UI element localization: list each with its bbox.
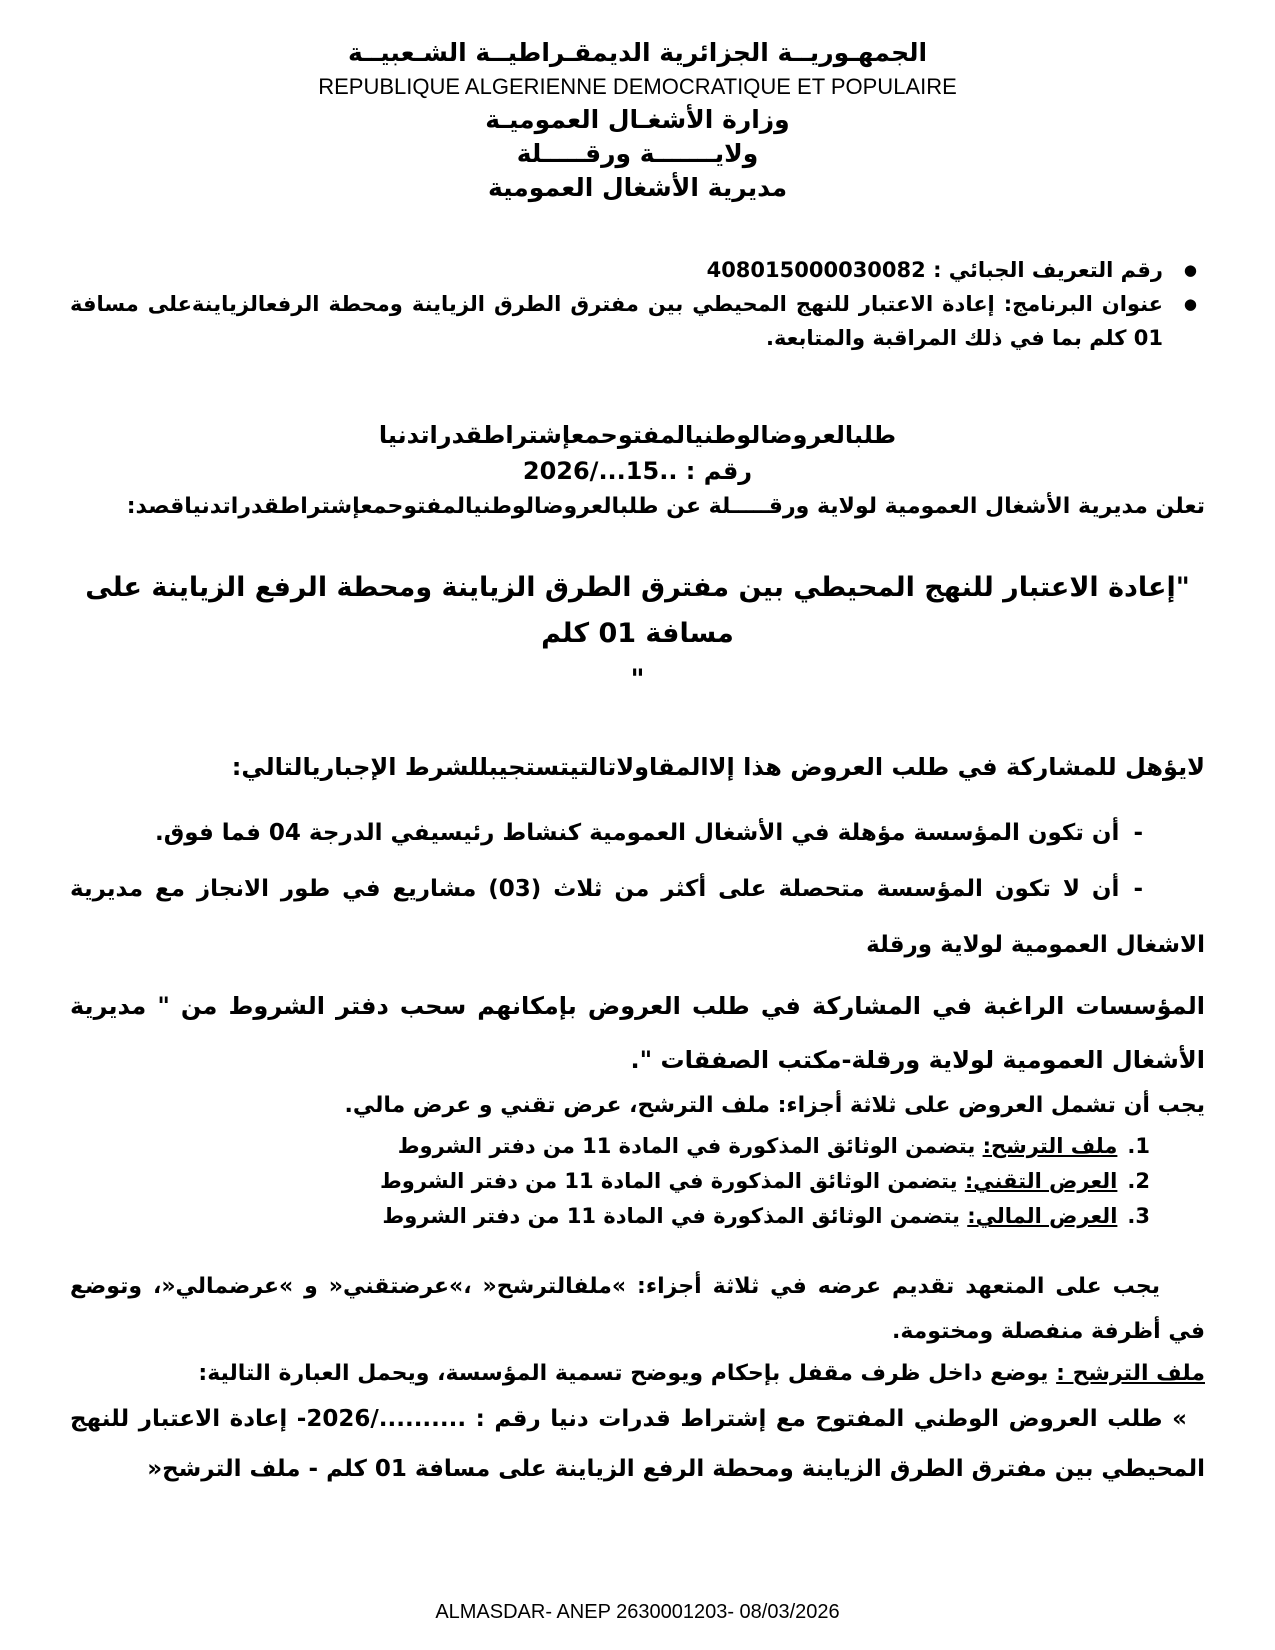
tender-intro [70, 417, 1205, 525]
envelope-quote: » طلب العروض الوطني المفتوح مع إشتراط قدرات دنيا رقم : ........../2026- إعادة الاعتبار للنهج المحيطي بين مفترق الطرق الزياينة ومحطة الرفع الزياينة على مسافة 01 كلم - ملف الترشح« [70, 1406, 1205, 1482]
bullet-icon: ● [1183, 295, 1197, 313]
part-number: 3. [1127, 1204, 1150, 1228]
condition-text: أن لا تكون المؤسسة متحصلة على أكثر من ثلاث (03) مشاريع في طور الانجاز مع مديرية الاشغال العمومية لولاية ورقلة [70, 876, 1205, 958]
condition-item [70, 861, 1205, 973]
tender-number: رقم : ..15.../2026 [522, 457, 753, 485]
part-number: 2. [1127, 1169, 1150, 1193]
eligibility-intro: لايؤهل للمشاركة في طلب العروض هذا إلاالمقاولاتالتيتستجيبللشرط الإجباريالتالي: [231, 753, 1205, 781]
folder-instruction [70, 1354, 1205, 1394]
anep-footer: ALMASDAR- ANEP 2630001203- 08/03/2026 [435, 1601, 840, 1623]
project-quote-line2: " [630, 664, 645, 695]
eligibility-conditions [70, 805, 1205, 973]
part-lead: العرض المالي: [967, 1204, 1118, 1228]
fiscal-id-line: رقم التعريف الجبائي : 408015000030082 [706, 258, 1163, 282]
folder-lead: ملف الترشح : [1056, 1361, 1205, 1386]
withdrawal-paragraph: المؤسسات الراغبة في المشاركة في طلب العروض بإمكانهم سحب دفتر الشروط من " مديرية الأشغال العمومية لولاية ورقلة-مكتب الصفقات ". [70, 992, 1205, 1074]
header-country-ar: الجمهـوريــة الجزائرية الديمقـراطيــة الشـعبيــة [347, 38, 928, 67]
part-number: 1. [1127, 1134, 1150, 1158]
header-country-fr: REPUBLIQUE ALGERIENNE DEMOCRATIQUE ET POPULAIRE [318, 74, 957, 99]
part-rest: يتضمن الوثائق المذكورة في المادة 11 من دفتر الشروط [397, 1134, 983, 1158]
info-bullet-list [70, 253, 1205, 355]
offer-parts-list [70, 1129, 1205, 1234]
project-quote-line1: "إعادة الاعتبار للنهج المحيطي بين مفترق الطرق الزياينة ومحطة الرفع الزياينة على مسافة 01 كلم [85, 572, 1190, 649]
document-header [70, 36, 1205, 205]
folder-rest: يوضع داخل ظرف مقفل بإحكام ويوضح تسمية المؤسسة، ويحمل العبارة التالية: [198, 1361, 1057, 1386]
info-bullet-item [70, 287, 1205, 355]
part-rest: يتضمن الوثائق المذكورة في المادة 11 من دفتر الشروط [380, 1169, 965, 1193]
header-wilaya: ولايـــــــة ورقـــــلة [516, 139, 759, 168]
submission-paragraph: يجب على المتعهد تقديم عرضه في ثلاثة أجزاء: »ملفالترشح« ،»عرضتقني« و »عرضمالي«، وتوضع في أظرفة منفصلة ومختومة. [70, 1274, 1205, 1344]
part-lead: العرض التقني: [964, 1169, 1118, 1193]
dash-icon: - [1133, 820, 1143, 846]
header-ministry: وزارة الأشغـال العموميـة [485, 105, 790, 134]
offer-part-item [70, 1199, 1150, 1234]
part-rest: يتضمن الوثائق المذكورة في المادة 11 من دفتر الشروط [382, 1204, 968, 1228]
offer-part-item [70, 1129, 1150, 1164]
info-bullet-item [70, 253, 1205, 287]
part-lead: ملف الترشح: [982, 1134, 1118, 1158]
offers-intro: يجب أن تشمل العروض على ثلاثة أجزاء: ملف الترشح، عرض تقني و عرض مالي. [344, 1093, 1205, 1118]
project-title-quote [70, 565, 1205, 703]
header-directorate: مديرية الأشغال العمومية [487, 173, 788, 202]
condition-item [70, 805, 1205, 861]
offer-part-item [70, 1164, 1150, 1199]
condition-text: أن تكون المؤسسة مؤهلة في الأشغال العمومية كنشاط رئيسيفي الدرجة 04 فما فوق. [154, 820, 1120, 846]
dash-icon: - [1133, 876, 1143, 902]
announcement-line: تعلن مديرية الأشغال العمومية لولاية ورقـــــلة عن طلبالعروضالوطنيالمفتوحمعإشتراطقدراتدنياقصد: [126, 494, 1205, 519]
program-title-line: عنوان البرنامج: إعادة الاعتبار للنهج المحيطي بين مفترق الطرق الزياينة ومحطة الرفعالزياينةعلى مسافة 01 كلم بما في ذلك المراقبة والمتابعة. [70, 292, 1163, 350]
tender-title: طلبالعروضالوطنيالمفتوحمعإشتراطقدراتدنيا [378, 421, 897, 449]
bullet-icon: ● [1183, 261, 1197, 279]
